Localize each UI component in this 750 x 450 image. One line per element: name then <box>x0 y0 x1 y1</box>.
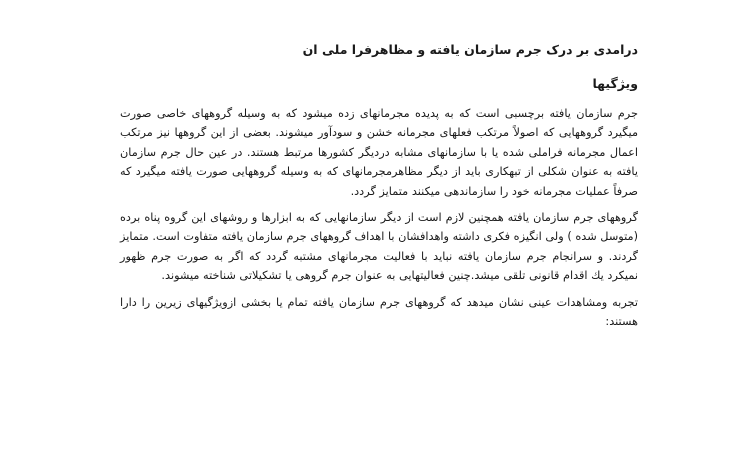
document-title-continued: ویژگیها <box>592 76 638 91</box>
paragraph-3: تجربه ومشاهدات عینی نشان میدهد که گروههای جرم سازمان یافته تمام یا بخشی ازویژگیهای زیرین را دارا هستند: <box>120 295 638 329</box>
document-page <box>120 38 638 338</box>
paragraph-2: گروههای جرم سازمان یافته همچنین لازم است از دیگر سازمانهایی که به ابزارها و روشهای این گروه پناه برده (متوسل شده ) ولی انگیزه فکری داشته واهدافشان با اهداف گروههای جرم سازمان یافته متفاوت است. متمایز گردند. و سرانجام جرم سازمان یافته نباید با فعالیت مجرمانهای مشتبه گردد که اگر به صورت جرم ظهور نمیکرد یك اقدام قانونی تلقی میشد.چنین فعالیتهایی به عنوان جرم گروهی یا تشکیلاتی شناخته میشوند. <box>120 211 638 283</box>
title-spacer <box>120 62 638 72</box>
document-title: درامدی بر درک جرم سازمان یافته و مظاهرفرا ملی ان <box>302 42 638 57</box>
paragraph-1: جرم سازمان یافته برچسبی است که به پدیده مجرمانهای زده میشود که به وسیله گروههای خاصی صورت میگیرد گروههایی که اصولاً مرتکب فعلهای مجرمانه خشن و سودآور میشوند. بعضی از این گروهها نیز مرتکب اعمال مجرمانه فراملی شده یا با سازمانهای مشابه دردیگر کشورها مرتبط هستند. در عین حال جرم سازمان یافته به عنوان شکلی از تبهکاری باید از دیگر مظاهرمجرمانهای که به وسیله گروههایی صورت یافته میگیرد که صرفاً عملیات مجرمانه خود را سازماندهی میکنند متمایز گردد. <box>120 107 638 198</box>
